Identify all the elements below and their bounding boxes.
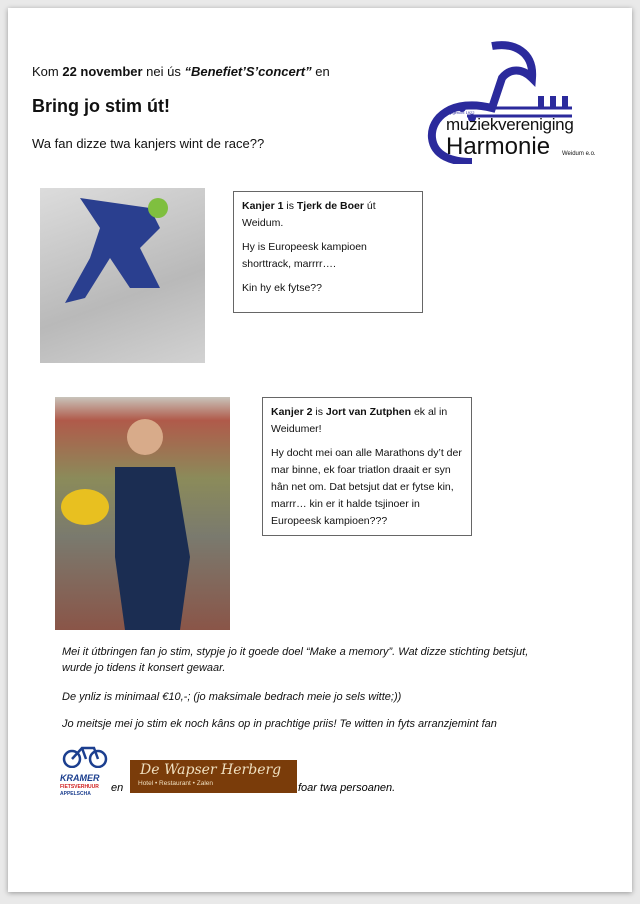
- kramer-logo: KRAMER FIETSVERHUUR APPELSCHA: [60, 744, 112, 796]
- paragraph-prize: Jo meitsje mei jo stim ek noch kâns op in prachtige priis! Te witten in fyts arranzjemint fan: [62, 718, 497, 730]
- sponsor-en: en: [111, 782, 124, 794]
- question: Wa fan dizze twa kanjers wint de race??: [32, 136, 265, 151]
- harmonie-logo: [422, 38, 596, 164]
- bicycle-icon: [60, 744, 112, 768]
- intro-line: Kom 22 november nei ús “Benefiet’S’concert” en: [32, 64, 330, 79]
- photo-kanjer1: [40, 188, 205, 363]
- document-page: [8, 8, 632, 892]
- photo-kanjer2: [55, 397, 230, 630]
- headline: Bring jo stim út!: [32, 96, 170, 116]
- paragraph-goal: Mei it útbringen fan jo stim, stypje jo it goede doel “Make a memory”. Wat dizze stichting betsjut, wurde jo tidens it konsert gewaar.: [62, 646, 529, 674]
- kanjer2-box: Kanjer 2 is Jort van Zutphen ek al in Weidumer! Hy docht mei oan alle Marathons dy’t der mar binne, ek foar triatlon draait er syn hân net om. Dat betsjut dat er fytse kin, marrr… kin er it halde tsjinoer in Europeesk kampioen???: [262, 397, 472, 536]
- sponsor-tail: foar twa persoanen.: [298, 782, 396, 794]
- kanjer1-box: Kanjer 1 is Tjerk de Boer út Weidum. Hy is Europeesk kampioen shorttrack, marrrr…. Kin hy ek fytse??: [233, 191, 423, 313]
- herberg-logo: De Wapser Herberg Hotel • Restaurant • Zalen: [130, 760, 297, 793]
- logo-line2: Harmonie: [446, 133, 551, 160]
- paragraph-fee: De ynliz is minimaal €10,-; (jo maksimale bedrach meie jo sels witte;)): [62, 691, 402, 703]
- logo-founded-text: opgericht 1922: [448, 110, 475, 115]
- logo-line1: muziekvereniging: [446, 115, 574, 134]
- logo-place: Weidum e.o.: [562, 151, 596, 157]
